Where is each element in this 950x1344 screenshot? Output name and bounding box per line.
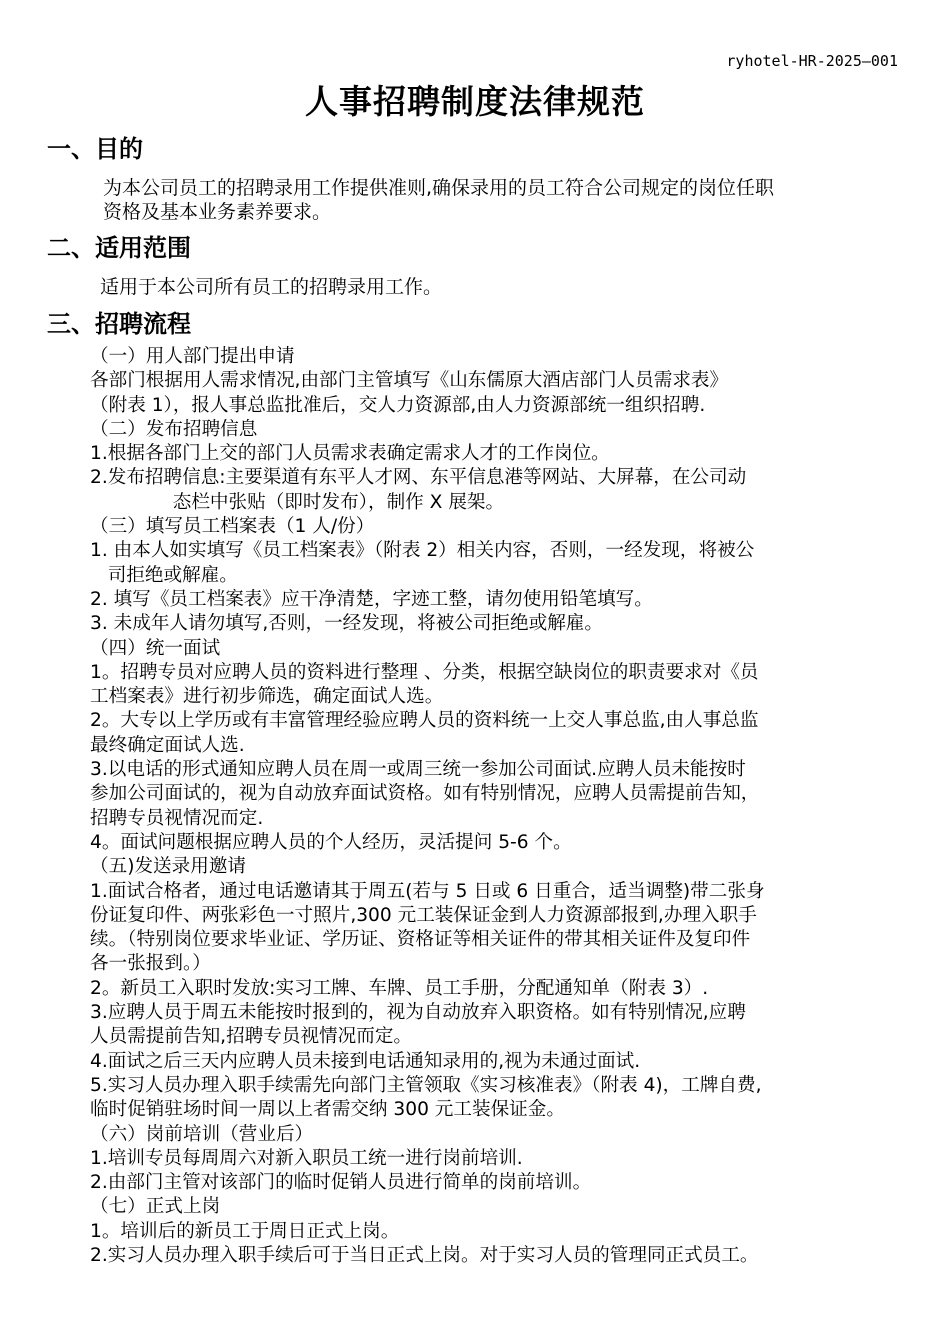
process-line: （一）用人部门提出申请 xyxy=(90,346,295,367)
process-line: 2。大专以上学历或有丰富管理经验应聘人员的资料统一上交人事总监,由人事总监 xyxy=(90,710,759,732)
process-line: 临时促销驻场时间一周以上者需交纳 300 元工装保证金。 xyxy=(90,1099,565,1121)
purpose-text-line-1: 为本公司员工的招聘录用工作提供准则,确保录用的员工符合公司规定的岗位任职 xyxy=(103,177,775,199)
process-line: 2. 填写《员工档案表》应干净清楚，字迹工整，请勿使用铅笔填写。 xyxy=(90,588,653,610)
process-line: 2。新员工入职时发放:实习工牌、车牌、员工手册，分配通知单（附表 3）. xyxy=(90,977,709,999)
process-line: 4.面试之后三天内应聘人员未接到电话通知录用的,视为未通过面试. xyxy=(90,1050,641,1072)
process-line: 3. 未成年人请勿填写,否则，一经发现，将被公司拒绝或解雇。 xyxy=(90,613,603,635)
document-title: 人事招聘制度法律规范 xyxy=(305,82,645,121)
process-line: 5.实习人员办理入职手续需先向部门主管领取《实习核准表》（附表 4)，工牌自费, xyxy=(90,1074,762,1096)
process-line: 1. 由本人如实填写《员工档案表》（附表 2）相关内容，否则，一经发现，将被公 xyxy=(90,540,755,562)
process-line: 1.根据各部门上交的部门人员需求表确定需求人才的工作岗位。 xyxy=(90,443,610,465)
process-line: （六）岗前培训（营业后） xyxy=(90,1123,314,1145)
process-line: 1。招聘专员对应聘人员的资料进行整理 、分类，根据空缺岗位的职责要求对《员 xyxy=(90,661,759,683)
process-body xyxy=(90,345,920,1268)
section-heading-purpose: 一、目的 xyxy=(47,135,143,163)
process-line: 2.由部门主管对该部门的临时促销人员进行简单的岗前培训。 xyxy=(90,1172,592,1194)
process-line: 人员需提前告知,招聘专员视情况而定。 xyxy=(90,1026,413,1048)
process-line: （四）统一面试 xyxy=(90,637,221,659)
scope-text: 适用于本公司所有员工的招聘录用工作。 xyxy=(100,276,443,298)
process-line: 态栏中张贴（即时发布），制作 X 展架。 xyxy=(90,491,505,513)
process-line: 3.以电话的形式通知应聘人员在周一或周三统一参加公司面试.应聘人员未能按时 xyxy=(90,759,746,781)
document-code: ryhotel-HR-2025—001 xyxy=(726,52,898,70)
process-line: 4。面试问题根据应聘人员的个人经历，灵活提问 5-6 个。 xyxy=(90,831,572,853)
process-line: 司拒绝或解雇。 xyxy=(90,564,238,586)
process-line: 1.培训专员每周周六对新入职员工统一进行岗前培训. xyxy=(90,1147,523,1169)
process-line: 1。培训后的新员工于周日正式上岗。 xyxy=(90,1220,400,1242)
process-line: （二）发布招聘信息 xyxy=(90,418,258,440)
process-line: 工档案表》进行初步筛选，确定面试人选。 xyxy=(90,686,444,708)
section-heading-scope: 二、适用范围 xyxy=(47,234,191,262)
section-heading-process: 三、招聘流程 xyxy=(47,310,191,338)
process-line: 参加公司面试的，视为自动放弃面试资格。如有特别情况，应聘人员需提前告知， xyxy=(90,783,760,805)
process-line: （三）填写员工档案表（1 人/份） xyxy=(90,516,375,538)
process-line: （五)发送录用邀请 xyxy=(90,856,247,878)
process-line: 续。（特别岗位要求毕业证、学历证、资格证等相关证件的带其相关证件及复印件 xyxy=(90,929,751,951)
process-line: 2.实习人员办理入职手续后可于当日正式上岗。对于实习人员的管理同正式员工。 xyxy=(90,1244,759,1266)
process-line: （附表 1），报人事总监批准后，交人力资源部,由人力资源部统一组织招聘. xyxy=(90,394,706,416)
process-line: 2.发布招聘信息:主要渠道有东平人才网、东平信息港等网站、大屏幕，在公司动 xyxy=(90,467,747,489)
process-line: 各一张报到。） xyxy=(90,953,211,975)
process-line: （七）正式上岗 xyxy=(90,1196,221,1218)
purpose-text-line-2: 资格及基本业务素养要求。 xyxy=(103,201,332,223)
process-line: 各部门根据用人需求情况,由部门主管填写《山东儒原大酒店部门人员需求表》 xyxy=(90,370,729,392)
process-line: 最终确定面试人选. xyxy=(90,734,245,756)
process-line: 3.应聘人员于周五未能按时报到的，视为自动放弃入职资格。如有特别情况,应聘 xyxy=(90,1002,746,1024)
process-line: 1.面试合格者，通过电话邀请其于周五(若与 5 日或 6 日重合，适当调整)带二张身 xyxy=(90,880,765,902)
process-line: 份证复印件、两张彩色一寸照片,300 元工装保证金到人力资源部报到,办理入职手 xyxy=(90,904,757,926)
process-line: 招聘专员视情况而定. xyxy=(90,807,264,829)
